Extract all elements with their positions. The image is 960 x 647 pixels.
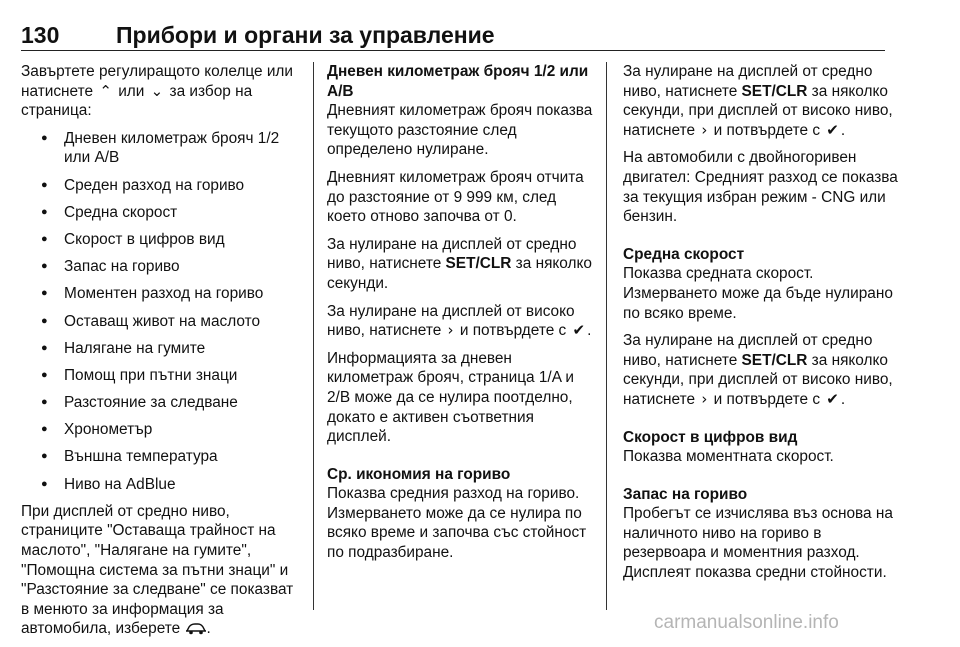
page-header: [21, 22, 885, 52]
section-heading: Запас на гориво: [623, 485, 748, 503]
list-item: ● Среден разход на гориво: [21, 176, 303, 196]
list-item: ● Оставащ живот на маслото: [21, 312, 303, 332]
mid-level-display-paragraph: При дисплей от средно ниво, страниците "Оставаща трайност на маслото", "Налягане на гумите", "Помощна система за пътни знаци" и "Разстояние за следване" се показват в менюто за информация за автомобила, изберете .: [21, 502, 294, 638]
list-item: ● Разстояние за следване: [21, 393, 303, 413]
paragraph: За нулиране на дисплей от високо ниво, натиснете › и потвърдете с ✔ .: [327, 302, 592, 340]
column-1: [21, 62, 303, 647]
paragraph: За нулиране на дисплей от средно ниво, натиснете SET/CLR за няколко секунди, при дисплей от високо ниво, натиснете › и потвърдете с ✔ .: [623, 63, 893, 139]
column-3: [623, 62, 905, 591]
list-item: ● Моментен разход на гориво: [21, 284, 303, 304]
chevron-down-icon: ⌄: [150, 81, 164, 100]
chevron-right-icon: ›: [447, 321, 454, 340]
column-divider: [313, 62, 314, 610]
paragraph: Показва моментната скорост.: [623, 448, 834, 466]
paragraph: За нулиране на дисплей от средно ниво, натиснете SET/CLR за няколко секунди, при дисплей от високо ниво, натиснете › и потвърдете с ✔ .: [623, 332, 893, 408]
header-rule: [21, 50, 885, 51]
paragraph: Информацията за дневен километраж брояч, страница 1/A и 2/B може да се нулира поотделно, докато е активен съответния дисплей.: [327, 349, 574, 446]
list-item: ● Налягане на гумите: [21, 339, 303, 359]
set-clr-button-label: SET/CLR: [445, 255, 512, 273]
car-icon: [185, 621, 207, 635]
column-2: [327, 62, 595, 571]
checkmark-icon: ✔: [826, 389, 839, 408]
paragraph: Дневният километраж брояч отчита до разстояние от 9 999 км, след което отново започва от 0.: [327, 168, 584, 226]
watermark: carmanualsonline.info: [654, 612, 839, 633]
set-clr-button-label: SET/CLR: [741, 351, 808, 369]
chevron-right-icon: ›: [701, 120, 708, 139]
list-item: ● Хронометър: [21, 420, 303, 440]
page-list: [21, 129, 303, 494]
checkmark-icon: ✔: [826, 120, 839, 139]
section-heading: Средна скорост: [623, 245, 745, 263]
intro-paragraph: Завъртете регулиращото колелце или натиснете ⌃ или ⌄ за избор на страница:: [21, 63, 293, 120]
paragraph: Дневният километраж брояч показва текущото разстояние след определено нулиране.: [327, 102, 593, 159]
checkmark-icon: ✔: [572, 321, 586, 340]
list-item: ● Ниво на AdBlue: [21, 475, 303, 495]
list-item: ● Средна скорост: [21, 203, 303, 223]
page-number: 130: [21, 22, 60, 48]
section-heading: Дневен километраж брояч 1/2 или A/B: [327, 63, 589, 100]
set-clr-button-label: SET/CLR: [741, 82, 808, 100]
paragraph: На автомобили с двойногоривен двигател: Средният разход се показва за текущия избран режим - CNG или бензин.: [623, 149, 898, 226]
chevron-right-icon: ›: [701, 389, 708, 408]
list-item: ● Помощ при пътни знаци: [21, 366, 303, 386]
chevron-up-icon: ⌃: [99, 81, 112, 100]
paragraph: Показва средната скорост. Измерването може да бъде нулирано по всяко време.: [623, 265, 893, 322]
paragraph: За нулиране на дисплей от средно ниво, натиснете SET/CLR за няколко секунди.: [327, 235, 592, 292]
section-heading: Скорост в цифров вид: [623, 428, 798, 446]
list-item: ● Запас на гориво: [21, 257, 303, 277]
list-item: ● Дневен километраж брояч 1/2 или A/B: [21, 129, 303, 168]
list-item: ● Скорост в цифров вид: [21, 230, 303, 250]
paragraph: Пробегът се изчислява въз основа на наличното ниво на гориво в резервоара и моментния разход. Дисплеят показва средни стойности.: [623, 505, 893, 582]
section-heading: Ср. икономия на гориво: [327, 465, 511, 483]
page-title: Прибори и органи за управление: [116, 22, 495, 48]
paragraph: Показва средния разход на гориво. Измерването може да се нулира по всяко време и започва със стойност по подразбиране.: [327, 485, 587, 562]
column-divider: [606, 62, 607, 610]
list-item: ● Външна температура: [21, 447, 303, 467]
